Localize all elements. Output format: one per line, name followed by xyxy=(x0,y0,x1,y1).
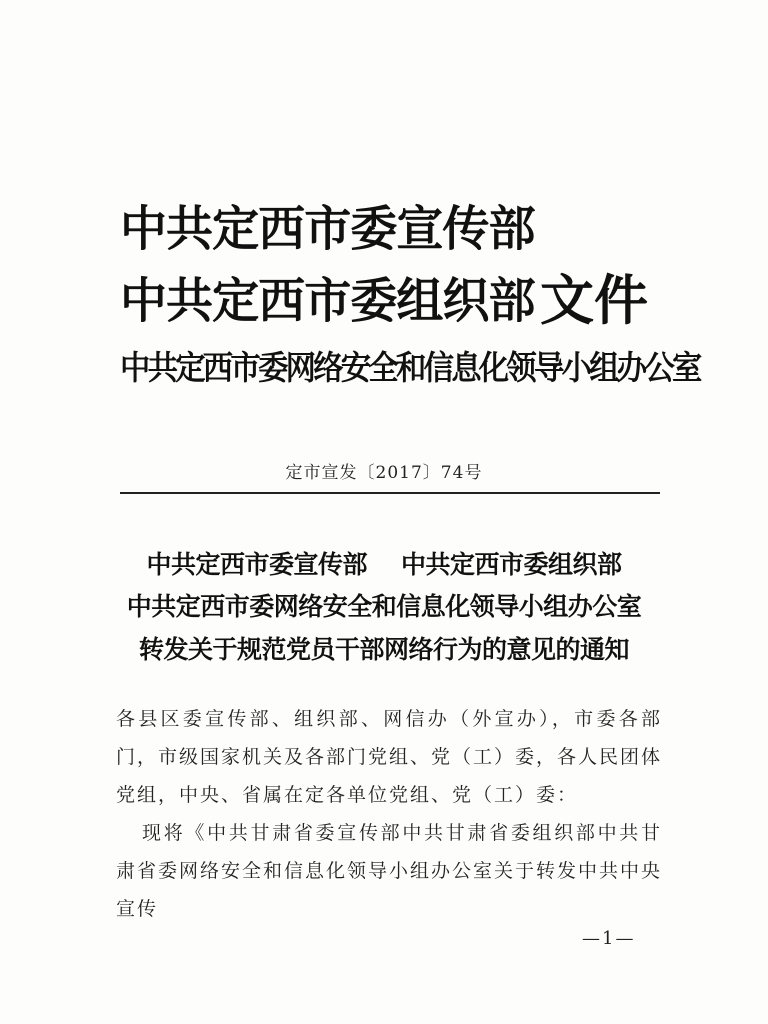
title-issuer-propaganda: 中共定西市委宣传部 xyxy=(146,550,367,579)
issuer-line-cyberspace-office: 中共定西市委网络安全和信息化领导小组办公室 xyxy=(120,348,700,387)
addressee-paragraph: 各县区委宣传部、组织部、网信办（外宣办），市委各部门，市级国家机关及各部门党组、党（工）委，各人民团体党组，中央、省属在定各单位党组、党（工）委： xyxy=(116,708,663,806)
issuer-line-organization-dept: 中共定西市委组织部 xyxy=(120,273,535,329)
title-line-1 xyxy=(0,545,768,581)
header-divider xyxy=(120,492,660,494)
title-issuer-organization: 中共定西市委组织部 xyxy=(401,550,622,579)
body-paragraph: 现将《中共甘肃省委宣传部中共甘肃省委组织部中共甘肃省委网络安全和信息化领导小组办公室关于转发中共中央宣传 xyxy=(116,822,663,920)
title-line-2: 中共定西市委网络安全和信息化领导小组办公室 xyxy=(126,592,642,621)
page-number: —1— xyxy=(582,928,636,949)
document-type-label: 文件 xyxy=(540,269,648,332)
issuer-line-propaganda-dept: 中共定西市委宣传部 xyxy=(120,201,535,257)
document-number: 定市宣发〔2017〕74号 xyxy=(285,463,483,483)
title-line-3: 转发关于规范党员干部网络行为的意见的通知 xyxy=(138,635,629,664)
